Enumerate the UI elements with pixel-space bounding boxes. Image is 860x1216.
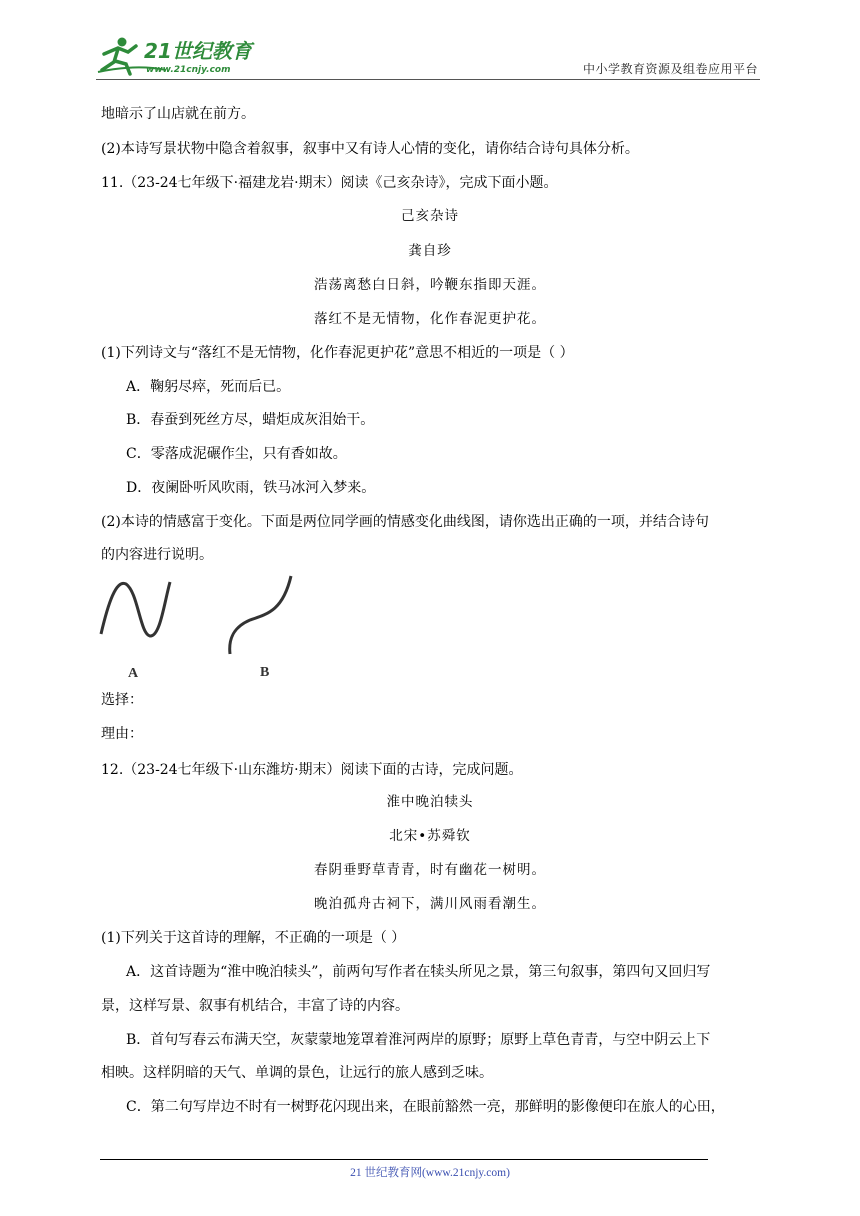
question-11-2-cont: 的内容进行说明。: [101, 547, 213, 563]
question-11-heading: 11.（23-24七年级下·福建龙岩·期末）阅读《己亥杂诗》，完成下面小题。: [101, 175, 558, 191]
poem-line: 春阴垂野草青青，时有幽花一树明。: [314, 862, 546, 878]
question-12-heading: 12.（23-24七年级下·山东潍坊·期末）阅读下面的古诗，完成问题。: [101, 762, 523, 778]
option-a-cont: 景，这样写景、叙事有机结合，丰富了诗的内容。: [101, 998, 409, 1014]
option-a: A．这首诗题为“淮中晚泊犊头”，前两句写作者在犊头所见之景，第三句叙事，第四句又回归写: [126, 964, 711, 980]
poem-title: 淮中晚泊犊头: [386, 794, 474, 810]
header-divider: [96, 79, 760, 80]
poem-author: 龚自珍: [408, 243, 452, 259]
option-c: C．第二句写岸边不时有一树野花闪现出来，在眼前豁然一亮，那鲜明的影像便印在旅人的心田，: [126, 1099, 725, 1115]
reason-prompt: 理由：: [101, 726, 143, 742]
platform-name: 中小学教育资源及组卷应用平台: [582, 62, 758, 76]
poem-line: 晚泊孤舟古祠下，满川风雨看潮生。: [314, 896, 546, 912]
text-line: 地暗示了山店就在前方。: [101, 106, 255, 122]
svg-text:www.21cnjy.com: www.21cnjy.com: [146, 65, 231, 75]
footer-divider: [100, 1159, 708, 1160]
option-b-cont: 相映。这样阴暗的天气、单调的景色，让远行的旅人感到乏味。: [101, 1065, 493, 1081]
logo-21cnjy: [96, 34, 276, 78]
question-10-2: (2)本诗写景状物中隐含着叙事，叙事中又有诗人心情的变化，请你结合诗句具体分析。: [101, 141, 639, 157]
curve-a-label: A: [128, 666, 139, 681]
question-11-2: (2)本诗的情感富于变化。下面是两位同学画的情感变化曲线图，请你选出正确的一项，并结合诗句: [101, 514, 709, 530]
option-b: B．首句写春云布满天空，灰蒙蒙地笼罩着淮河两岸的原野；原野上草色青青，与空中阴云上下: [126, 1032, 711, 1048]
option-b: B．春蚕到死丝方尽，蜡炬成灰泪始干。: [126, 412, 375, 428]
option-a: A．鞠躬尽瘁，死而后已。: [126, 379, 291, 395]
question-12-1: (1)下列关于这首诗的理解，不正确的一项是（ ）: [101, 930, 406, 946]
page-header: [96, 34, 760, 82]
choice-prompt: 选择：: [101, 692, 143, 708]
emotion-curves-figure: [98, 574, 308, 684]
poem-line: 浩荡离愁白日斜，吟鞭东指即天涯。: [314, 277, 546, 293]
curve-b-label: B: [260, 665, 270, 680]
curve-b: [230, 576, 291, 654]
option-d: D．夜阑卧听风吹雨，铁马冰河入梦来。: [126, 480, 376, 496]
poem-author: 北宋•苏舜钦: [389, 828, 471, 844]
question-11-1: (1)下列诗文与“落红不是无情物，化作春泥更护花”意思不相近的一项是（ ）: [101, 345, 574, 361]
poem-line: 落红不是无情物，化作春泥更护花。: [314, 311, 546, 327]
option-c: C．零落成泥碾作尘，只有香如故。: [126, 446, 347, 462]
curve-a: [101, 582, 170, 636]
poem-title: 己亥杂诗: [401, 208, 459, 224]
footer-link[interactable]: 21 世纪教育网(www.21cnjy.com): [350, 1167, 510, 1179]
svg-text:21世纪教育: 21世纪教育: [144, 39, 252, 63]
